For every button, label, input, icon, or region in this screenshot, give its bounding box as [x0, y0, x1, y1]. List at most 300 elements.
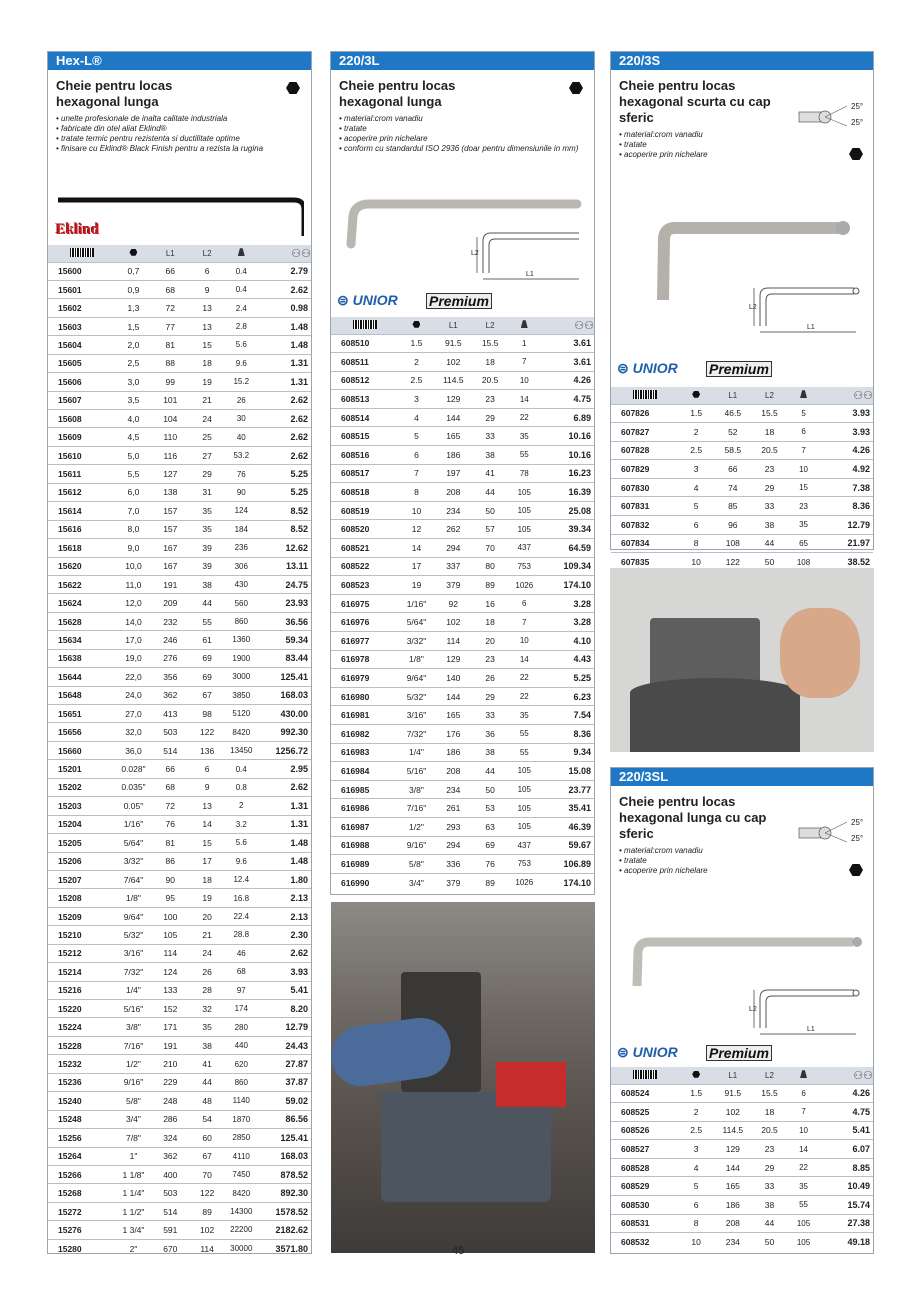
article-code: 15608	[48, 410, 116, 428]
size: 4	[679, 1158, 713, 1177]
weight-value: 1	[507, 334, 541, 353]
l1-value: 86	[151, 852, 190, 870]
l1-value: 144	[713, 1158, 752, 1177]
angle-label-bottom: 25°	[851, 118, 864, 127]
table-row	[48, 1092, 311, 1110]
weight-value: 2.8	[224, 317, 258, 335]
weight-value: 28.8	[224, 926, 258, 944]
l2-value: 44	[752, 534, 786, 553]
article-code: 607830	[611, 478, 679, 497]
table-row	[611, 404, 873, 423]
price: 5.25	[541, 669, 594, 688]
weight-value: 105	[507, 483, 541, 502]
weight-value: 3000	[224, 668, 258, 686]
table-row	[48, 410, 311, 428]
l1-value: 114	[434, 632, 473, 651]
weight-value: 22	[787, 1158, 821, 1177]
l1-label: L1	[526, 271, 534, 278]
article-code: 15634	[48, 631, 116, 649]
weight-value: 1360	[224, 631, 258, 649]
l2-value: 29	[190, 465, 224, 483]
price-icon: ⚇⚇	[821, 387, 873, 404]
size: 0,9	[116, 280, 150, 298]
hexagon-icon	[679, 1067, 713, 1084]
article-code: 15616	[48, 520, 116, 538]
weight-value: 10	[787, 1121, 821, 1140]
l1-value: 122	[713, 553, 752, 572]
price: 1.31	[258, 354, 311, 372]
table-row	[48, 280, 311, 298]
table-row	[611, 497, 873, 516]
table-row	[48, 1055, 311, 1073]
price: 2.30	[258, 926, 311, 944]
weight-value: 35	[787, 1177, 821, 1196]
size: 5	[679, 1177, 713, 1196]
l2-value: 136	[190, 741, 224, 759]
price: 4.75	[541, 390, 594, 409]
l2-value: 32	[190, 1000, 224, 1018]
product-title: Cheie pentru locas hexagonal lunga cu cap sferic	[619, 794, 767, 841]
price: 1.48	[258, 852, 311, 870]
article-code: 15638	[48, 649, 116, 667]
size: 5/8"	[116, 1092, 150, 1110]
table-row	[48, 705, 311, 723]
price: 3.93	[821, 404, 873, 423]
table-row	[331, 632, 594, 651]
table-row	[48, 1202, 311, 1220]
article-code: 15240	[48, 1092, 116, 1110]
price: 39.34	[541, 520, 594, 539]
table-row	[48, 926, 311, 944]
l2-value: 69	[190, 668, 224, 686]
price: 7.38	[821, 478, 873, 497]
size: 6	[679, 1196, 713, 1215]
l1-value: 229	[151, 1073, 190, 1091]
price: 5.41	[821, 1121, 873, 1140]
size: 2	[679, 423, 713, 442]
barcode-icon	[331, 317, 399, 334]
l2-value: 13	[190, 317, 224, 335]
weight-value: 1870	[224, 1110, 258, 1128]
l2-value: 122	[190, 1184, 224, 1202]
article-code: 608525	[611, 1103, 679, 1122]
weight-value: 65	[787, 534, 821, 553]
size: 3/16"	[399, 706, 433, 725]
l2-value: 25	[190, 428, 224, 446]
bullet-item: • fabricate din otel aliat Eklind®	[56, 124, 167, 133]
hex-key-usage-photo	[610, 568, 874, 752]
table-row	[48, 502, 311, 520]
l2-value: 38	[190, 1036, 224, 1054]
l2-value: 63	[473, 817, 507, 836]
l1-value: 52	[713, 423, 752, 442]
l1-value: 114.5	[434, 371, 473, 390]
table-row	[331, 836, 594, 855]
size: 2.5	[679, 1121, 713, 1140]
weight-icon	[787, 1067, 821, 1084]
bullet-item: • material:crom vanadiu	[619, 846, 703, 855]
price: 1.31	[258, 373, 311, 391]
l2-value: 44	[473, 762, 507, 781]
product-title: Cheie pentru locas hexagonal scurta cu cap sferic	[619, 78, 771, 125]
weight-value: 124	[224, 502, 258, 520]
l1-value: 104	[151, 410, 190, 428]
size: 5/16"	[399, 762, 433, 781]
price: 2.62	[258, 778, 311, 796]
size: 14,0	[116, 612, 150, 630]
weight-value: 40	[224, 428, 258, 446]
size: 5/64"	[399, 613, 433, 632]
price: 38.52	[821, 553, 873, 572]
l1-value: 362	[151, 1147, 190, 1165]
price: 992.30	[258, 723, 311, 741]
size: 2	[679, 1103, 713, 1122]
product-table	[611, 1067, 873, 1251]
weight-value: 22	[507, 687, 541, 706]
price: 4.26	[821, 1084, 873, 1103]
size: 2.5	[679, 441, 713, 460]
section-header: Hex-L®	[48, 52, 311, 70]
article-code: 608516	[331, 446, 399, 465]
table-row	[48, 317, 311, 335]
weight-value: 6	[787, 423, 821, 442]
l2-value: 35	[190, 520, 224, 538]
l2-value: 18	[190, 870, 224, 888]
table-header-row	[331, 317, 594, 334]
table-row	[48, 465, 311, 483]
article-code: 608512	[331, 371, 399, 390]
l1-value: 102	[713, 1103, 752, 1122]
article-code: 15276	[48, 1221, 116, 1239]
l1-value: 68	[151, 778, 190, 796]
weight-value: 174	[224, 1000, 258, 1018]
l2-value: 41	[190, 1055, 224, 1073]
article-code: 607831	[611, 497, 679, 516]
l1-value: 503	[151, 1184, 190, 1202]
l2-value: 38	[190, 575, 224, 593]
weight-value: 55	[507, 724, 541, 743]
price: 10.16	[541, 427, 594, 446]
article-code: 608519	[331, 501, 399, 520]
table-row	[48, 520, 311, 538]
article-code: 15610	[48, 446, 116, 464]
hand-shape	[780, 608, 860, 698]
weight-value: 78	[507, 464, 541, 483]
table-row	[48, 852, 311, 870]
size: 5/16"	[116, 1000, 150, 1018]
weight-value: 30	[224, 410, 258, 428]
price: 4.75	[821, 1103, 873, 1122]
l2-value: 44	[190, 1073, 224, 1091]
table-row	[48, 668, 311, 686]
l1-value: 208	[434, 762, 473, 781]
article-code: 608515	[331, 427, 399, 446]
article-code: 616986	[331, 799, 399, 818]
table-row	[48, 299, 311, 317]
l1-value: 294	[434, 539, 473, 558]
article-code: 607834	[611, 534, 679, 553]
size: 3/4"	[116, 1110, 150, 1128]
table-row	[331, 464, 594, 483]
weight-value: 22200	[224, 1221, 258, 1239]
price: 892.30	[258, 1184, 311, 1202]
l1-value: 91.5	[434, 334, 473, 353]
l1-value: 261	[434, 799, 473, 818]
unior-icon: ⊜	[617, 360, 633, 376]
size: 0.035"	[116, 778, 150, 796]
table-row	[331, 539, 594, 558]
article-code: 15644	[48, 668, 116, 686]
l2-value: 29	[473, 687, 507, 706]
bullet-item: • finisare cu Eklind® Black Finish pentru a rezista la rugina	[56, 144, 264, 153]
size: 10	[679, 553, 713, 572]
size: 0,7	[116, 262, 150, 280]
l2-value: 16	[473, 594, 507, 613]
l1-value: 110	[151, 428, 190, 446]
hex-l-section	[47, 51, 312, 1254]
weight-value: 23	[787, 497, 821, 516]
table-row	[331, 817, 594, 836]
l2-value: 39	[190, 557, 224, 575]
table-row	[48, 741, 311, 759]
size: 14	[399, 539, 433, 558]
price: 1256.72	[258, 741, 311, 759]
article-code: 15266	[48, 1165, 116, 1183]
table-row	[48, 1239, 311, 1257]
l2-value: 89	[190, 1202, 224, 1220]
article-code: 15202	[48, 778, 116, 796]
weight-value: 753	[507, 855, 541, 874]
size: 0.05"	[116, 797, 150, 815]
weight-value: 2850	[224, 1129, 258, 1147]
size: 8	[679, 534, 713, 553]
hexagon-icon	[399, 317, 433, 334]
bullet-list	[339, 114, 594, 154]
article-code: 15280	[48, 1239, 116, 1257]
price: 1.31	[258, 815, 311, 833]
weight-value: 0.4	[224, 760, 258, 778]
weight-value: 437	[507, 836, 541, 855]
cylinder-base-shape	[630, 678, 800, 752]
barcode-icon	[48, 245, 116, 262]
price: 25.08	[541, 501, 594, 520]
table-row	[48, 631, 311, 649]
l2-value: 29	[473, 408, 507, 427]
size: 7/32"	[116, 963, 150, 981]
table-row	[48, 1000, 311, 1018]
size: 3,5	[116, 391, 150, 409]
table-row	[331, 613, 594, 632]
l2-value: 122	[190, 723, 224, 741]
price: 15.74	[821, 1196, 873, 1215]
weight-value: 35	[787, 516, 821, 535]
size: 2	[399, 353, 433, 372]
weight-value: 860	[224, 1073, 258, 1091]
l1-value: 210	[151, 1055, 190, 1073]
price: 6.23	[541, 687, 594, 706]
l1-value: 379	[434, 873, 473, 892]
l1-value: 96	[713, 516, 752, 535]
col-header-l1: L1	[151, 245, 190, 262]
size: 3/16"	[116, 944, 150, 962]
size: 32,0	[116, 723, 150, 741]
price: 8.85	[821, 1158, 873, 1177]
l1-value: 129	[434, 390, 473, 409]
size: 7	[399, 464, 433, 483]
table-row	[611, 1084, 873, 1103]
table-row	[611, 516, 873, 535]
table-row	[331, 557, 594, 576]
price: 5.25	[258, 465, 311, 483]
article-code: 15601	[48, 280, 116, 298]
l2-value: 67	[190, 686, 224, 704]
article-code: 608511	[331, 353, 399, 372]
size: 1/8"	[116, 889, 150, 907]
l1-value: 76	[151, 815, 190, 833]
price: 168.03	[258, 686, 311, 704]
price: 2.62	[258, 446, 311, 464]
size: 3/8"	[116, 1018, 150, 1036]
l2-value: 9	[190, 280, 224, 298]
l2-value: 18	[752, 423, 786, 442]
size: 5	[679, 497, 713, 516]
size: 1 1/2"	[116, 1202, 150, 1220]
weight-value: 55	[507, 743, 541, 762]
price: 2.62	[258, 944, 311, 962]
l1-value: 356	[151, 668, 190, 686]
size: 27,0	[116, 705, 150, 723]
article-code: 15618	[48, 539, 116, 557]
table-row	[331, 855, 594, 874]
price: 24.43	[258, 1036, 311, 1054]
220-3sl-section	[610, 767, 874, 1254]
l1-value: 165	[713, 1177, 752, 1196]
bullet-list	[56, 114, 311, 154]
l2-value: 9	[190, 778, 224, 796]
price: 174.10	[541, 576, 594, 595]
article-code: 15660	[48, 741, 116, 759]
weight-value: 55	[787, 1196, 821, 1215]
size: 9,0	[116, 539, 150, 557]
price: 10.16	[541, 446, 594, 465]
article-code: 616978	[331, 650, 399, 669]
eklind-logo: Eklind	[56, 222, 100, 238]
article-code: 608524	[611, 1084, 679, 1103]
table-row	[611, 1233, 873, 1252]
l1-value: 191	[151, 1036, 190, 1054]
article-code: 616975	[331, 594, 399, 613]
table-row	[331, 483, 594, 502]
size: 1/16"	[116, 815, 150, 833]
price: 3.28	[541, 613, 594, 632]
bullet-item: • material:crom vanadiu	[339, 114, 423, 123]
table-row	[48, 760, 311, 778]
l1-value: 129	[434, 650, 473, 669]
size: 6	[399, 446, 433, 465]
size: 2.5	[399, 371, 433, 390]
price: 15.08	[541, 762, 594, 781]
l1-value: 234	[434, 780, 473, 799]
l2-value: 33	[752, 497, 786, 516]
price: 13.11	[258, 557, 311, 575]
section-header: 220/3L	[331, 52, 594, 70]
price: 86.56	[258, 1110, 311, 1128]
size: 9/16"	[116, 1073, 150, 1091]
size: 1 1/4"	[116, 1184, 150, 1202]
l2-value: 50	[752, 1233, 786, 1252]
size: 3/32"	[116, 852, 150, 870]
price: 24.75	[258, 575, 311, 593]
l2-value: 15.5	[752, 404, 786, 423]
l2-value: 33	[473, 706, 507, 725]
l2-value: 26	[473, 669, 507, 688]
price-icon: ⚇⚇	[541, 317, 594, 334]
brand-name: UNIOR	[632, 360, 678, 376]
price: 0.98	[258, 299, 311, 317]
product-table	[611, 387, 873, 571]
price: 2.13	[258, 889, 311, 907]
table-row	[331, 799, 594, 818]
l1-value: 186	[434, 743, 473, 762]
article-code: 15204	[48, 815, 116, 833]
table-row	[331, 371, 594, 390]
table-row	[331, 334, 594, 353]
table-row	[48, 336, 311, 354]
table-row	[611, 441, 873, 460]
l2-label: L2	[749, 304, 757, 311]
size: 7/64"	[116, 870, 150, 888]
table-row	[331, 446, 594, 465]
col-header-l1: L1	[713, 1067, 752, 1084]
weight-value: 8420	[224, 1184, 258, 1202]
l1-value: 114.5	[713, 1121, 752, 1140]
size: 9/16"	[399, 836, 433, 855]
table-row	[611, 1196, 873, 1215]
bullet-item: • tratate termic pentru rezistenta si ductilitate optime	[56, 134, 240, 143]
l1-value: 514	[151, 741, 190, 759]
price: 2.62	[258, 391, 311, 409]
table-row	[331, 390, 594, 409]
price: 8.20	[258, 1000, 311, 1018]
weight-value: 1026	[507, 873, 541, 892]
table-row	[331, 687, 594, 706]
table-row	[48, 815, 311, 833]
size: 7/16"	[116, 1036, 150, 1054]
l1-value: 66	[151, 760, 190, 778]
weight-value: 26	[224, 391, 258, 409]
size: 7,0	[116, 502, 150, 520]
l2-value: 18	[190, 354, 224, 372]
weight-value: 5.6	[224, 336, 258, 354]
article-code: 15614	[48, 502, 116, 520]
table-row	[48, 944, 311, 962]
l2-value: 13	[190, 797, 224, 815]
table-row	[48, 649, 311, 667]
l1-value: 81	[151, 834, 190, 852]
price: 1.31	[258, 797, 311, 815]
ball-end-diagram	[795, 98, 855, 138]
l1-value: 186	[713, 1196, 752, 1215]
price: 4.10	[541, 632, 594, 651]
weight-value: 76	[224, 465, 258, 483]
l1-value: 165	[434, 427, 473, 446]
l1-value: 152	[151, 1000, 190, 1018]
l2-value: 27	[190, 446, 224, 464]
article-code: 15207	[48, 870, 116, 888]
size: 12,0	[116, 594, 150, 612]
article-code: 608527	[611, 1140, 679, 1159]
unior-icon: ⊜	[617, 1044, 633, 1060]
